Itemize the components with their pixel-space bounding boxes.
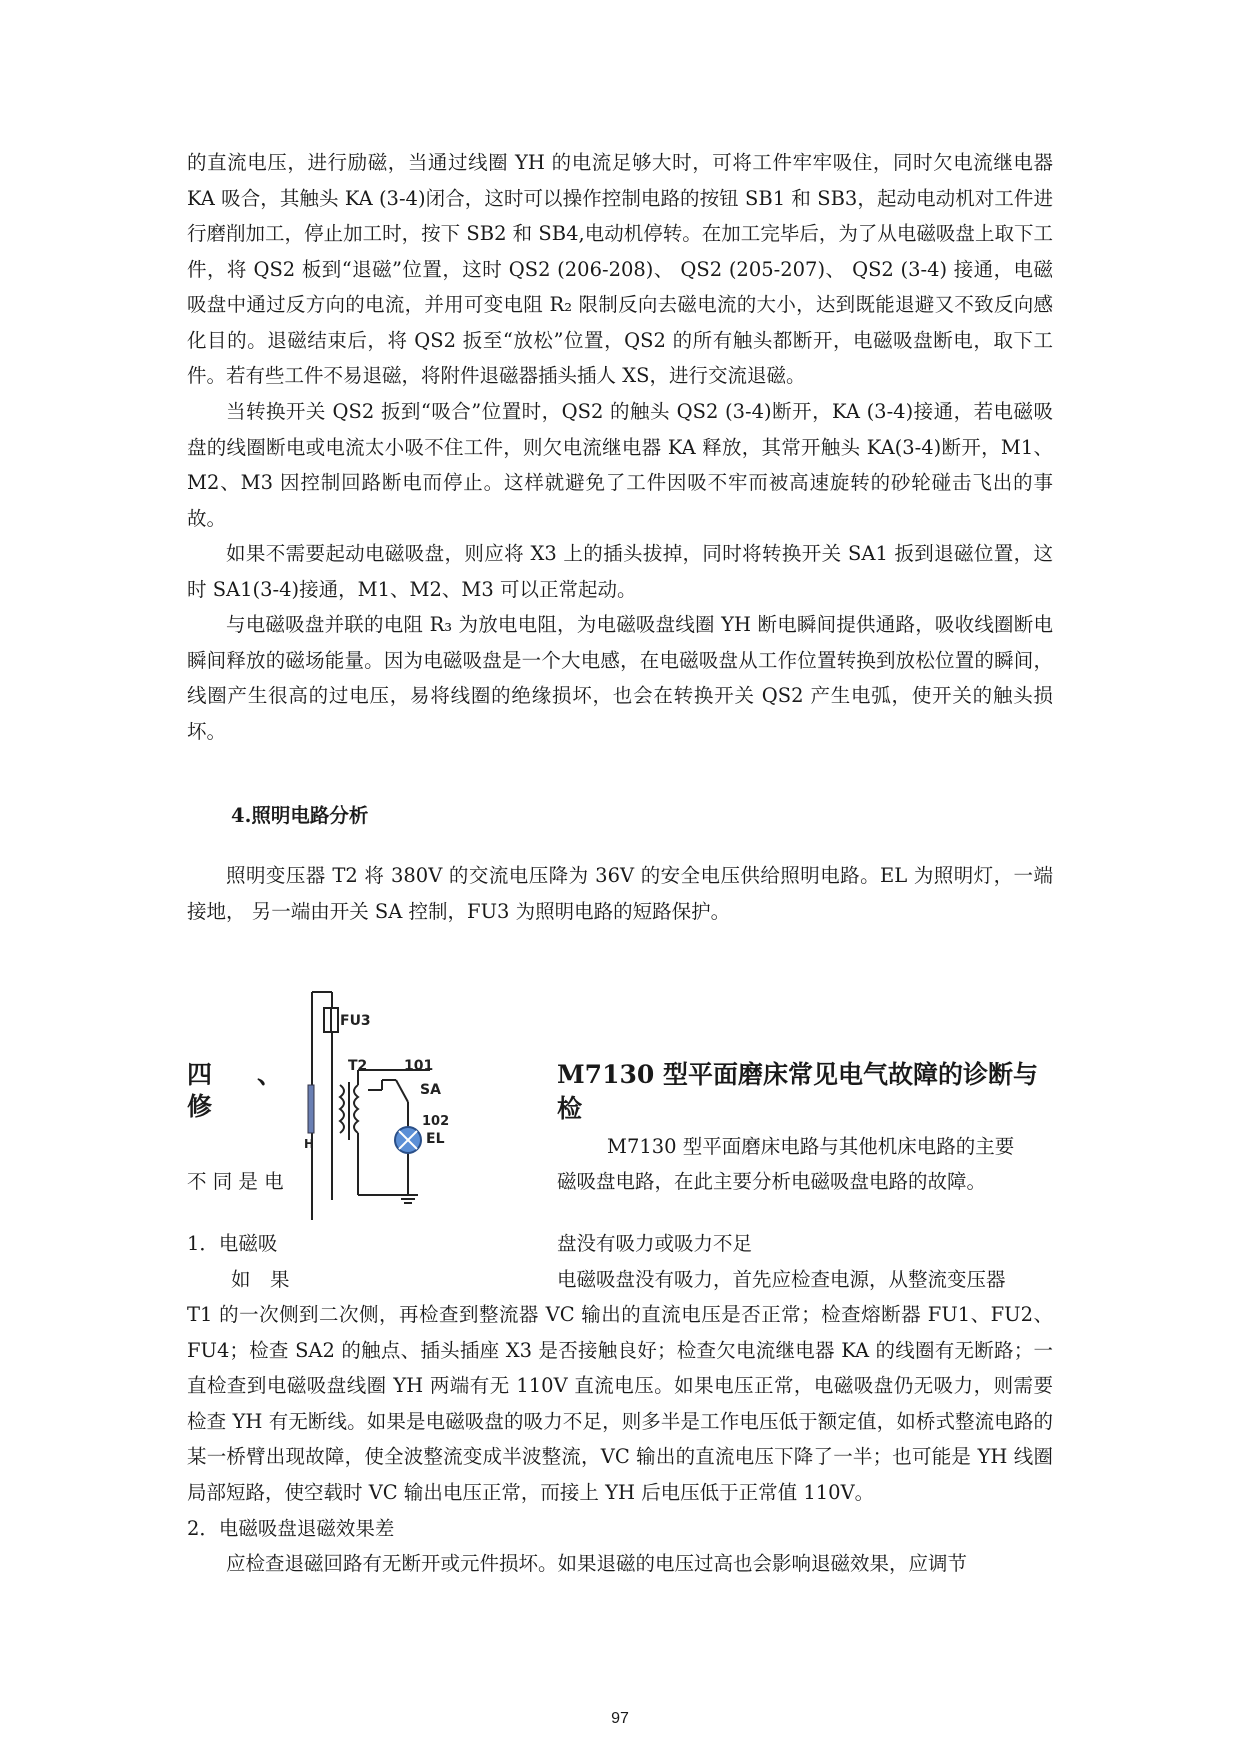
main-heading-continuation: 修 [187, 1092, 213, 1121]
paragraph-lighting-transformer: 照明变压器 T2 将 380V 的交流电压降为 36V 的安全电压供给照明电路。EL 为照明灯，一端接地， 另一端由开关 SA 控制，FU3 为照明电路的短路保护。 [187, 864, 1053, 923]
label-102: 102 [422, 1114, 450, 1129]
paragraph-demagnetize-check: 应检查退磁回路有无断开或元件损坏。如果退磁的电压过高也会影响退磁效果，应调节 [226, 1552, 968, 1575]
label-101: 101 [404, 1058, 434, 1074]
section-heading-lighting: 4.照明电路分析 [231, 804, 369, 827]
paragraph-no-chuck: 如果不需要起动电磁吸盘，则应将 X3 上的插头拔掉，同时将转换开关 SA1 扳到退磁位置，这时 SA1(3-4)接通，M1、M2、M3 可以正常起动。 [187, 542, 1053, 601]
text-intro-line2-right: 磁吸盘电路，在此主要分析电磁吸盘电路的故障。 [557, 1170, 987, 1193]
paragraph-attract-position: 当转换开关 QS2 扳到“吸合”位置时，QS2 的触头 QS2 (3-4)断开，KA (3-4)接通，若电磁吸盘的线圈断电或电流太小吸不住工件，则欠电流继电器 KA 释放，其常开触头 KA(3-4)断开，M1、M2、M3 因控制回路断电而停止。这样就避免了工件因吸不牢而被高速旋转的砂轮碰击飞出的事故。 [187, 400, 1053, 530]
main-heading-title: M7130 型平面磨床常见电气故障的诊断与检 [557, 1060, 1038, 1123]
label-fu3: FU3 [340, 1013, 371, 1029]
page-number: 97 [611, 1710, 629, 1727]
paragraph-demagnetize: 的直流电压，进行励磁，当通过线圈 YH 的电流足够大时，可将工件牢牢吸住，同时欠电流继电器 KA 吸合，其触头 KA (3-4)闭合，这时可以操作控制电路的按钮 SB1 和 SB3，起动电动机对工件进行磨削加工，停止加工时，按下 SB2 和 SB4,电动机停转。在加工完毕后，为了从电磁吸盘上取下工件，将 QS2 板到“退磁”位置，这时 QS2 (206-208)、 QS2 (205-207)、 QS2 (3-4) 接通，电磁吸盘中通过反方向的电流，并用可变电阻 R₂ 限制反向去磁电流的大小，达到既能退避又不致反向感化目的。退磁结束后，将 QS2 扳至“放松”位置，QS2 的所有触头都断开，电磁吸盘断电，取下工件。若有些工件不易退磁，将附件退磁器插头插人 XS，进行交流退磁。 [187, 151, 1053, 387]
main-heading-separator: 、 [257, 1060, 283, 1089]
paragraph-discharge-resistor: 与电磁吸盘并联的电阻 R₃ 为放电电阻，为电磁吸盘线圈 YH 断电瞬间提供通路，吸收线圈断电瞬间释放的磁场能量。因为电磁吸盘是一个大电感，在电磁吸盘从工作位置转换到放松位置的瞬间，线圈产生很高的过电压，易将线圈的绝缘损坏，也会在转换开关 QS2 产生电弧，使开关的触头损坏。 [187, 613, 1053, 743]
list-item-1-right: 盘没有吸力或吸力不足 [557, 1232, 753, 1255]
list-item-1-left: 1．电磁吸 [187, 1232, 278, 1255]
label-h: H [304, 1137, 315, 1151]
label-sa: SA [420, 1082, 441, 1098]
label-el: EL [426, 1131, 445, 1147]
main-heading-number: 四 [187, 1060, 213, 1089]
paragraph-fault-check: T1 的一次侧到二次侧，再检查到整流器 VC 输出的直流电压是否正常；检查熔断器 FU1、FU2、FU4；检查 SA2 的触点、插头插座 X3 是否接触良好；检查欠电流继电器 KA 的线圈有无断路；一直检查到电磁吸盘线圈 YH 两端有无 110V 直流电压。如果电压正常，电磁吸盘仍无吸力，则需要检查 YH 有无断线。如果是电磁吸盘的吸力不足，则多半是工作电压低于额定值，如桥式整流电路的某一桥臂出现故障，使全波整流变成半波整流，VC 输出的直流电压下降了一半；也可能是 YH 线圈局部短路，使空载时 VC 输出电压正常，而接上 YH 后电压低于正常值 110V。 [187, 1303, 1053, 1504]
text-check-right: 电磁吸盘没有吸力，首先应检查电源，从整流变压器 [557, 1268, 1006, 1291]
text-intro-line2-left: 不 同 是 电 [187, 1170, 284, 1193]
text-intro-line1: M7130 型平面磨床电路与其他机床电路的主要 [607, 1135, 1015, 1158]
lighting-circuit-diagram [300, 990, 510, 1225]
text-check-left: 如 果 [231, 1268, 290, 1291]
list-item-2: 2．电磁吸盘退磁效果差 [187, 1517, 395, 1540]
label-t2: T2 [348, 1058, 368, 1074]
